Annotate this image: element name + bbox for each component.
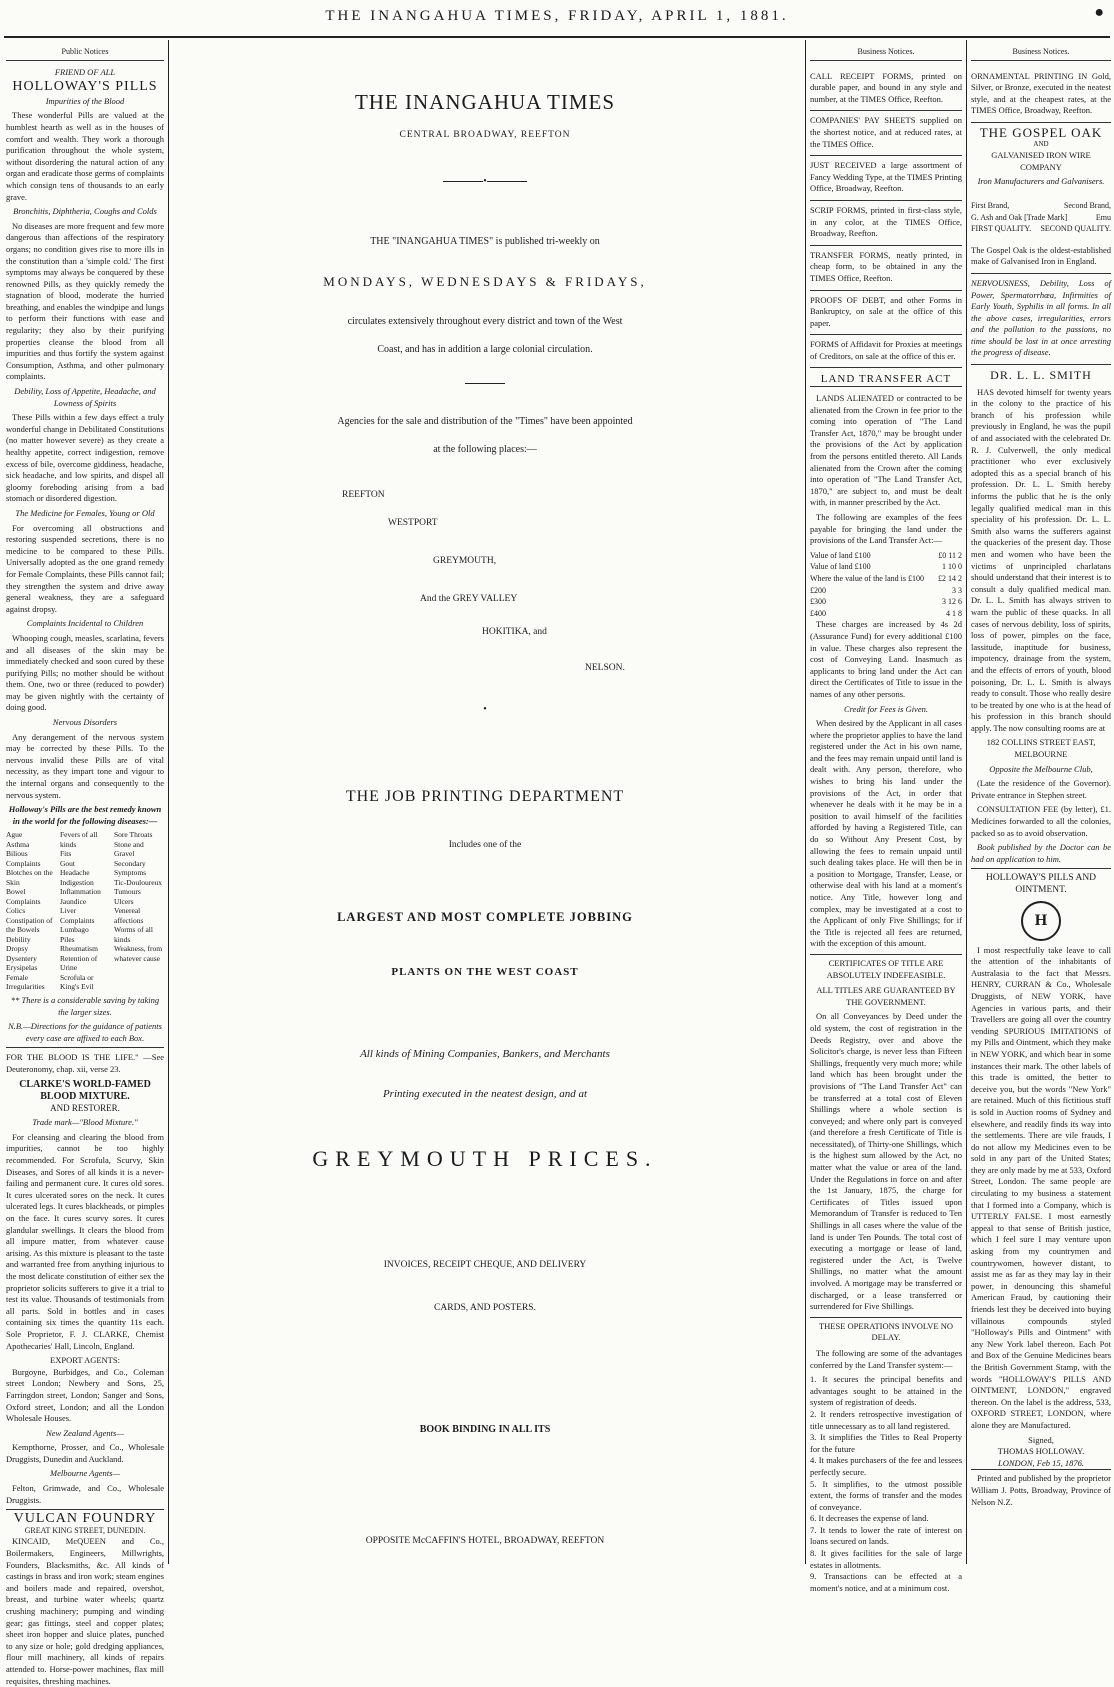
column-rule-2 xyxy=(805,40,806,1564)
ad-affidavit-forms xyxy=(810,335,962,368)
list-item: 5. It simplifies, to the utmost possible extent, the forms of transfer and the modes of conveyance. xyxy=(810,1478,962,1512)
holloway-title: HOLLOWAY'S PILLS AND OINTMENT. xyxy=(985,873,1097,895)
place-westport: WESTPORT xyxy=(388,518,438,528)
list-item: Tumours xyxy=(114,887,141,897)
paper-address: CENTRAL BROADWAY, REEFTON xyxy=(399,130,571,140)
list-item: 1. It secures the principal benefits and advantages sought to be attained in the system of registration of deeds. xyxy=(810,1374,962,1408)
center-column xyxy=(170,48,800,1558)
table-row xyxy=(810,608,962,620)
fee-value: 1 10 0 xyxy=(942,562,962,572)
list-item: 6. It decreases the expense of land. xyxy=(810,1513,929,1524)
brand-label: Second Brand, xyxy=(1063,200,1111,210)
printing-text: Printing executed in the neatest design, and at xyxy=(382,1088,588,1100)
list-item: 7. It tends to lower the rate of interest on loans secured on lands. xyxy=(810,1524,962,1547)
paragraph: The following are some of the advantages conferred by the Land Transfer system:— xyxy=(810,1347,962,1370)
ad-title: FRIEND OF ALL xyxy=(54,66,116,77)
holloway-stamp-icon: H xyxy=(1021,901,1061,941)
ad-ornamental-printing xyxy=(971,67,1111,123)
job-includes: Includes one of the xyxy=(448,840,522,850)
paragraph: HAS devoted himself for twenty years in the colony to the practice of his branch of his profession while previously in England, he was the pupil of and associated with the celebrated Dr. R. J. Culverwell, the only medical practitioner who ever exclusively adopted this as a special branch of his profession. Dr. L. L. Smith hereby informs the public that he is the only legally qualified medical man in this speciality of his profession. Dr. L. L. Smith also warns the sufferers against the quackeries of the present day. Those men and women who have been the victims of unprincipled charlatans should understand that their interest is to consult a duly qualified medical man. Dr. L. L. Smith has always striven to warn the public of these quacks. In all cases of nervous debility, loss of spirits, loss of power, pimples on the face, lassitude, inaptitude for business, impotency, drainage from the system, and the effects of errors of youth, blood poisoning, Dr. L. L. Smith is always ready to consult. Those who really desire to be treated by one who is at the head of his profession in this branch should apply. The now consulting rooms are at xyxy=(971,386,1111,733)
paragraph: The following are examples of the fees payable for bringing the land under the provisions of the Land Transfer Act:— xyxy=(810,512,962,546)
list-item: Colics xyxy=(6,906,26,916)
list-item: Fits xyxy=(60,849,72,859)
paragraph: When desired by the Applicant in all cases where the proprietor applies to have the land registered under the Act in his own name, and the fees may remain unpaid until land is dealt with. Any person, therefore, who wishes to bring his land under the provisions of the Act, in order that whenever he deals with it he may be in a position to avail himself of the facilities afforded by having a Registered Title, can do so Without Any Present Cost, by allowing the fees to remain unpaid until such dealing takes place. He will then be in a position to Mortgage, Transfer, Lease, or otherwise deal with his land at a moment's notice. Any Title, however long and complex, may be investigated at a cost to the Applicant of only Five Shillings; for if the Title is rejected all fees are returned, with the exception of this amount. xyxy=(810,718,962,949)
paragraph: CONSULTATION FEE (by letter), £1. Medicines forwarded to all the colonies, packed so as to avoid observation. xyxy=(971,804,1111,838)
disease-list xyxy=(6,830,164,992)
ad-text: COMPANIES' PAY SHEETS supplied on the shortest notice, and at reduced rates, at the TIMES Office. xyxy=(810,115,962,149)
mining-text: All kinds of Mining Companies, Bankers, and Merchants xyxy=(360,1048,610,1060)
ad-text: TRANSFER FORMS, neatly printed, in cheap form, to be obtained in any the TIMES Office, Reefton. xyxy=(810,249,962,283)
list-item: Female Irregularities xyxy=(6,972,45,992)
gospel-title: THE GOSPEL OAK xyxy=(979,124,1103,140)
brand-label: First Brand, xyxy=(971,200,1010,210)
paragraph: Book published by the Doctor can be had on application to him. xyxy=(971,842,1111,869)
column-public-notices xyxy=(6,44,164,1686)
column-rule-3 xyxy=(966,40,967,1564)
circulation-line-1: circulates extensively throughout every district and town of the West xyxy=(347,316,623,327)
ornament-divider: • xyxy=(170,176,800,187)
list-item: Gout xyxy=(60,858,75,868)
list-item: Fevers of all kinds xyxy=(60,830,98,849)
gospel-manufacturers: Iron Manufacturers and Galvanisers. xyxy=(977,176,1105,187)
place-reefton: REEFTON xyxy=(342,490,385,500)
ad-text: PROOFS OF DEBT, and other Forms in Bankruptcy, on sale at the office of this paper. xyxy=(810,294,962,328)
clarke-title: CLARKE'S WORLD-FAMED BLOOD MIXTURE. xyxy=(19,1079,151,1103)
ad-scrip-forms xyxy=(810,201,962,246)
holloway-date: LONDON, Feb 15, 1876. xyxy=(998,1457,1084,1468)
book-text: BOOK BINDING IN ALL ITS xyxy=(419,1424,551,1435)
trade-mark-label: Emu xyxy=(1095,212,1111,222)
export-title: EXPORT AGENTS: xyxy=(50,1355,120,1366)
list-item: Secondary Symptoms xyxy=(114,858,147,878)
ad-transfer-forms xyxy=(810,246,962,291)
paragraph: Burgoyne, Burbidges, and Co., Coleman street London; Newbery and Sons, 25, Farringdon street, London; Sanger and Sons, Oxford street, London; and all the London Wholesale Houses. xyxy=(6,1366,164,1424)
masthead-text: THE INANGAHUA TIMES, FRIDAY, APRIL 1, 1881. xyxy=(325,8,789,24)
ad-pay-sheets xyxy=(810,111,962,156)
list-item: Ague xyxy=(6,830,23,840)
paragraph: I most respectfully take leave to call the attention of the inhabitants of Australasia to the fact that Messrs. HENRY, CURRAN & Co., Wholesale Druggists, of NEW YORK, have Agencies in various parts, and their Travellers are going all over the country vending SPURIOUS IMITATIONS of my Pills and Ointment, which they make in NEW YORK, and which bear in some instances their mark. The other labels of this trade is omitted, the better to deceive you, but the words "New York" are retained. Much of this fictitious stuff is sold in Auction rooms of Sydney and elsewhere, and readily finds its way into the settlements. There are vile frauds, I do not allow my Medicines even to be sold in any part of the United States; they are only made by me at 533, Oxford Street, London. The same people are circulating to my business a statement that I formed into a Company, which is UTTERLY FALSE. I most earnestly appeal to that sense of British justice, which I feel sure I may venture upon asking from my countrymen and countrywomen, however distant, to assist me as far as they may lay in their power, in denouncing this shameful American Fraud, by cautioning their friends lest they be deceived into buying villainous compounds styled "Holloway's Pills and Ointment" with any New York label thereon. Each Pot and Box of the Genuine Medicines bears the British Government Stamp, with the words "HOLLOWAY'S PILLS AND OINTMENT, LONDON," engraved thereon. On the label is the address, 533, OXFORD STREET, LONDON, where alone they are Manufactured. xyxy=(971,944,1111,1430)
list-item: Piles xyxy=(60,934,75,944)
list-item: Jaundice xyxy=(60,896,87,906)
fee-value: £2 14 2 xyxy=(938,573,962,583)
ad-text: JUST RECEIVED a large assortment of Fancy Wedding Type, at the TIMES Printing Office, Broadway, Reefton. xyxy=(810,160,962,194)
list-item: Venereal affections xyxy=(114,906,144,925)
fee-label: Value of land £100 xyxy=(810,550,871,560)
ad-text: FORMS of Affidavit for Proxies at meetings of Creditors, on sale at the office of this er. xyxy=(810,339,962,361)
places-intro: at the following places:— xyxy=(433,444,537,455)
list-nb: N.B.—Directions for the guidance of patients every case are affixed to each Box. xyxy=(6,1021,164,1048)
fee-label: £400 xyxy=(810,608,826,618)
fee-value: 3 3 xyxy=(952,585,962,595)
fee-value: £0 11 2 xyxy=(938,550,962,560)
clarke-subtitle: AND RESTORER. xyxy=(50,1102,120,1113)
list-item: Erysipelas xyxy=(6,963,38,973)
paragraph: For overcoming all obstructions and restoring suspended secretions, there is no medicine to be compared to these Pills. Universally adopted as the one grand remedy for Female Complaints, these Pills cannot fail; they strengthen the system and drive away general weakness, they are a safeguard against dropsy. xyxy=(6,522,164,614)
cards-text: CARDS, AND POSTERS. xyxy=(434,1303,536,1313)
list-item: 9. Transactions can be effected at a moment's notice, and at a minimum cost. xyxy=(810,1571,962,1593)
list-item: Tic-Douloureux xyxy=(114,877,163,887)
published-text: THE "INANGAHUA TIMES" is published tri-weekly on xyxy=(370,236,600,247)
job-title: THE JOB PRINTING DEPARTMENT xyxy=(345,788,625,805)
table-row xyxy=(810,585,962,597)
ad-text: CALL RECEIPT FORMS, printed on durable paper, and bound in any style and number, at the TIMES Office, Reefton. xyxy=(810,70,962,104)
holloway-brand: HOLLOWAY'S PILLS xyxy=(12,79,158,95)
credit-title: Credit for Fees is Given. xyxy=(844,703,928,714)
list-item: Constipation of the Bowels xyxy=(6,915,53,935)
days-text: MONDAYS, WEDNESDAYS & FRIDAYS, xyxy=(323,274,647,289)
list-item: Scrofula or King's Evil xyxy=(60,972,94,992)
vulcan-title: VULCAN FOUNDRY xyxy=(13,1511,157,1527)
list-item: Debility xyxy=(6,934,31,944)
printed-notice: Printed and published by the proprietor William J. Potts, Broadway, Province of Nelson N.Z. xyxy=(971,1469,1111,1508)
opposite-text: OPPOSITE McCAFFIN'S HOTEL, BROADWAY, REEFTON xyxy=(365,1536,605,1546)
section-subtitle: Nervous Disorders xyxy=(52,717,118,728)
trade-mark-label: G. Ash and Oak [Trade Mark] xyxy=(971,212,1068,222)
section-subtitle: The Medicine for Females, Young or Old xyxy=(15,507,155,518)
list-item: Retention of Urine xyxy=(60,953,98,973)
smith-address: 182 COLLINS STREET EAST, MELBOURNE xyxy=(986,737,1096,760)
paragraph: For cleansing and clearing the blood from impurities, cannot be too highly recommended. For Scrofula, Scurvy, Skin Diseases, and Sores of all kinds it is a never-failing and permanent cure. It cures old sores. It cures ulcerated sores on the neck. It cures ulcerated legs. It cures blackheads, or pimples on the face. It cures scurvy sores. It cures glandular swellings. It clears the blood from all impure matter, from whatever cause arising. As this mixture is pleasant to the taste and warranted free from anything injurious to the most delicate constitution of either sex the proprietor solicits sufferers to give it a trial to test its value. Thousands of testimonials from all parts. Sold in bottles and in cases containing six times the quantity 11s each. Sole Proprietor, F. J. CLARKE, Chemist Apothecaries' Hall, Lincoln, England. xyxy=(6,1131,164,1351)
masthead-rule xyxy=(4,36,1110,38)
certificates-title: CERTIFICATES OF TITLE ARE ABSOLUTELY INDEFEASIBLE. xyxy=(810,954,962,981)
vulcan-address: GREAT KING STREET, DUNEDIN. xyxy=(24,1525,146,1535)
gospel-and: AND xyxy=(1033,139,1049,148)
ad-text: NERVOUSNESS, Debility, Loss of Power, Spermatorrhœa, Infirmities of Early Youth, Syphilis in all forms. In all the above cases, irregularities, errors and the pollution to the passions, no time should be lost in at once arresting the progress of disease. xyxy=(971,277,1111,358)
list-item: Bilious Complaints xyxy=(6,849,41,868)
guaranteed-title: ALL TITLES ARE GUARANTEED BY THE GOVERNMENT. xyxy=(816,985,956,1007)
ad-proofs-of-debt xyxy=(810,291,962,336)
gospel-note-box xyxy=(971,241,1111,274)
paragraph: On all Conveyances by Deed under the old system, the cost of registration in the Deeds Registry, over and above the Solicitor's charge, is never less than Fifteen Shillings, frequently very much more; while land which has been brought under the provisions of "The Land Transfer Act" can be transferred at a total cost of Eleven Shillings where a whole section is conveyed; and where only part is conveyed (and therefore a fresh Certificate of Title is necessitated), of Thirty-one Shillings, which is the highest sum allowed by the Act, no matter what the value or area of the land. Under the Regulations in force on and after the 1st January, 1875, the charge for Certificates of Titles issued upon Memorandum of Transfer is reduced to Ten Shillings in all cases where the value of the land is under Ten Pounds. The total cost of executing a mortgage or lease of land, registered under the Act, is Twelve Shillings, no matter what the amount involved. A mortgage may be transferred or discharged, or a lease transferred or surrendered for Five Shillings. xyxy=(810,1011,962,1312)
paragraph: These Pills within a few days effect a truly wonderful change in Debilitated Constitutions (no matter however severe) as they create a healthy appetite, correct indigestion, remove excess of bile, overcome giddiness, headache, sick headache, and low spirits, and dispel all gloomy foreboding arising from a bad stomach or disordered digestion. xyxy=(6,412,164,504)
invoices-text: INVOICES, RECEIPT CHEQUE, AND DELIVERY xyxy=(383,1260,587,1270)
column-rule-1 xyxy=(168,40,169,1564)
gospel-marks xyxy=(971,212,1111,224)
masthead xyxy=(0,8,1114,25)
paragraph: Whooping cough, measles, scarlatina, fevers and all diseases of the skin may be immediately checked and soon cured by these purifying Pills; no mother should be without them. One, two or three (reduced to powder) may be given nightly with the certainty of doing good. xyxy=(6,632,164,713)
agencies-text: Agencies for the sale and distribution of the "Times" have been appointed xyxy=(337,416,633,427)
plants-text: PLANTS ON THE WEST COAST xyxy=(391,966,579,978)
list-item: Rheumatism xyxy=(60,944,98,954)
list-item: 4. It makes purchasers of the fee and lessees perfectly secure. xyxy=(810,1455,962,1477)
largest-text: LARGEST AND MOST COMPLETE JOBBING xyxy=(337,910,633,924)
lta-title: LAND TRANSFER ACT xyxy=(810,374,962,387)
fee-label: Where the value of the land is £100 xyxy=(810,573,924,583)
ornament-divider: • xyxy=(483,704,487,715)
list-item: Indigestion xyxy=(60,877,94,887)
nz-title: New Zealand Agents— xyxy=(46,1427,124,1438)
paragraph: (Late the residence of the Governor). Private entrance in Stephen street. xyxy=(971,778,1111,800)
ad-text: The Gospel Oak is the oldest-established make of Galvanised Iron in England. xyxy=(971,244,1111,267)
circulation-line-2: Coast, and has in addition a large colonial circulation. xyxy=(377,344,593,355)
prices-text: GREYMOUTH PRICES. xyxy=(312,1146,658,1171)
column-header: Business Notices. xyxy=(971,44,1111,61)
list-item: 3. It simplifies the Titles to Real Property for the future xyxy=(810,1432,962,1454)
list-item: Liver Complaints xyxy=(60,906,95,925)
list-item: 8. It gives facilities for the sale of large estates in allotments. xyxy=(810,1548,962,1570)
fee-value: 4 1 8 xyxy=(946,608,962,618)
table-row xyxy=(810,550,962,562)
disease-list-title: Holloway's Pills are the best remedy known in the world for the following diseases:— xyxy=(8,804,162,826)
section-subtitle: Bronchitis, Diphtheria, Coughs and Colds xyxy=(13,206,157,217)
paper-title: THE INANGAHUA TIMES xyxy=(354,90,616,114)
fee-label: Value of land £100 xyxy=(810,562,871,572)
smith-title: DR. L. L. SMITH xyxy=(990,368,1092,383)
ad-text: SCRIP FORMS, printed in first-class style, in any color, at the TIMES Office, Broadway, Reefton. xyxy=(810,204,962,239)
paragraph: These charges are increased by 4s 2d (Assurance Fund) for every additional £100 in value. These charges also represent the cost of Conveying Land. Inasmuch as applicants to bring land under the Act can direct the Certificates of Title to issue in the names of any other persons. xyxy=(810,619,962,699)
paragraph: LANDS ALIENATED or contracted to be alienated from the Crown in fee prior to the coming into operation of "The Land Transfer Act, 1870," may be brought under the provisions of the Act by application from the persons entitled thereto. All Lands alienated from the Crown after the coming into operation of "The Land Transfer Act, 1870," are subject to, and must be dealt with, in manner prescribed by the Act. xyxy=(810,393,962,508)
table-row xyxy=(810,561,962,573)
quality-label: SECOND QUALITY. xyxy=(1040,224,1111,234)
operations-title: THESE OPERATIONS INVOLVE NO DELAY. xyxy=(810,1317,962,1344)
quality-label: FIRST QUALITY. xyxy=(971,224,1032,234)
gospel-subtitle: GALVANISED IRON WIRE COMPANY xyxy=(991,150,1091,172)
clarke-trademark: Trade mark—"Blood Mixture." xyxy=(32,1117,138,1128)
section-subtitle: Debility, Loss of Appetite, Headache, and Lowness of Spirits xyxy=(14,386,156,408)
fee-label: £200 xyxy=(810,585,826,595)
column-business-notices-2 xyxy=(971,44,1111,1562)
column-business-notices xyxy=(810,44,962,1593)
table-row xyxy=(810,596,962,608)
holloway-name: THOMAS HOLLOWAY. xyxy=(997,1446,1085,1457)
list-item: Lumbago xyxy=(60,925,89,935)
ad-text: ORNAMENTAL PRINTING IN Gold, Silver, or Bronze, executed in the neatest style, and at the cheapest rates, at the TIMES Office, Broadway, Reefton. xyxy=(971,70,1111,116)
paragraph: KINCAID, McQUEEN and Co., Boilermakers, Engineers, Millwrights, Founders, Blacksmiths, &c. All kinds of castings in brass and iron work; steam engines and boilers made and repaired, overshot, breast, and turbine water wheels; quartz crushing machinery; pumping and winding gear; gas fittings, steel and copper plates; sheet iron hopper and sluice plates, punched to any size or hole; gold dredging appliances, flour mill machinery, all kinds of repairs attended to. Horse-power machines, flax mill requisites, threshing machines. xyxy=(6,1536,164,1686)
gospel-qualities xyxy=(971,223,1111,235)
list-item: Weakness, from whatever cause xyxy=(114,944,163,963)
melbourne-title: Melbourne Agents— xyxy=(50,1468,120,1479)
section-subtitle: Impurities of the Blood xyxy=(45,95,125,106)
place-nelson: NELSON. xyxy=(585,663,625,673)
ad-wedding-type xyxy=(810,156,962,201)
list-item: Worms of all kinds xyxy=(114,925,153,944)
place-hokitika: HOKITIKA, and xyxy=(482,627,547,637)
list-note: ** There is a considerable saving by taking the larger sizes. xyxy=(10,994,160,1017)
place-grey-valley: And the GREY VALLEY xyxy=(420,594,518,604)
paragraph: These wonderful Pills are valued at the humblest hearth as well as in the houses of comfort and wealth. They work a thorough purification throughout the whole system, without disordering the natural action of any organ and eradicate those germs of complaints which consign tens of thousands to an early grave. xyxy=(6,110,164,202)
list-item: Ulcers xyxy=(114,896,134,906)
smith-opposite: Opposite the Melbourne Club, xyxy=(989,763,1093,774)
ad-nervousness xyxy=(971,274,1111,365)
list-item: Asthma xyxy=(6,839,30,849)
list-item: Inflammation xyxy=(60,887,101,897)
section-subtitle: Complaints Incidental to Children xyxy=(26,618,144,629)
column-header: Public Notices xyxy=(6,44,164,61)
paragraph: Any derangement of the nervous system may be corrected by these Pills. To the nervous invalid these Pills are of vital necessity, as they impart tone and vigour to the internal organs and consequently to the nervous system. xyxy=(6,731,164,800)
list-item: Sore Throats xyxy=(114,830,153,840)
fee-label: £300 xyxy=(810,597,826,607)
masthead-mark: ● xyxy=(1094,4,1104,21)
ad-call-receipt xyxy=(810,67,962,112)
list-item: 2. It renders retrospective investigation of title unnecessary as to all land registered. xyxy=(810,1408,962,1431)
fee-value: 3 12 6 xyxy=(942,597,962,607)
list-item: Dropsy xyxy=(6,944,29,954)
fee-table xyxy=(810,550,962,620)
list-item: Bowel Complaints xyxy=(6,887,41,906)
column-header: Business Notices. xyxy=(810,44,962,61)
paragraph: Felton, Grimwade, and Co., Wholesale Druggists. xyxy=(6,1483,164,1510)
list-item: Headache xyxy=(60,868,90,878)
gospel-brands xyxy=(971,200,1111,212)
list-item: Blotches on the Skin xyxy=(6,868,53,887)
table-row xyxy=(810,573,962,585)
list-item: Dysentery xyxy=(6,953,37,963)
paragraph: No diseases are more frequent and few more dangerous than affections of the respiratory organs; no condition gives rise to more ills in the constitution than a 'simple cold.' The first symptoms may always be conquered by these renowned Pills, as they quickly remedy the stagnation of blood, moderate the hurried breathing, and enables the windpipe and lungs to perform their functions with ease and regularity; they also by their purifying properties cleanse the blood from all impurities and thus fortify the system against Consumption, Asthma, and other pulmonary complaints. xyxy=(6,220,164,382)
paragraph: Kempthorne, Prosser, and Co., Wholesale Druggists, Dunedin and Auckland. xyxy=(6,1442,164,1464)
place-greymouth: GREYMOUTH, xyxy=(433,556,497,566)
divider xyxy=(170,378,800,389)
list-item: Stone and Gravel xyxy=(114,839,144,859)
blood-quote: FOR THE BLOOD IS THE LIFE." —See Deuteronomy, chap. xii, verse 23. xyxy=(6,1052,164,1074)
holloway-signed: Signed, xyxy=(1028,1434,1054,1445)
